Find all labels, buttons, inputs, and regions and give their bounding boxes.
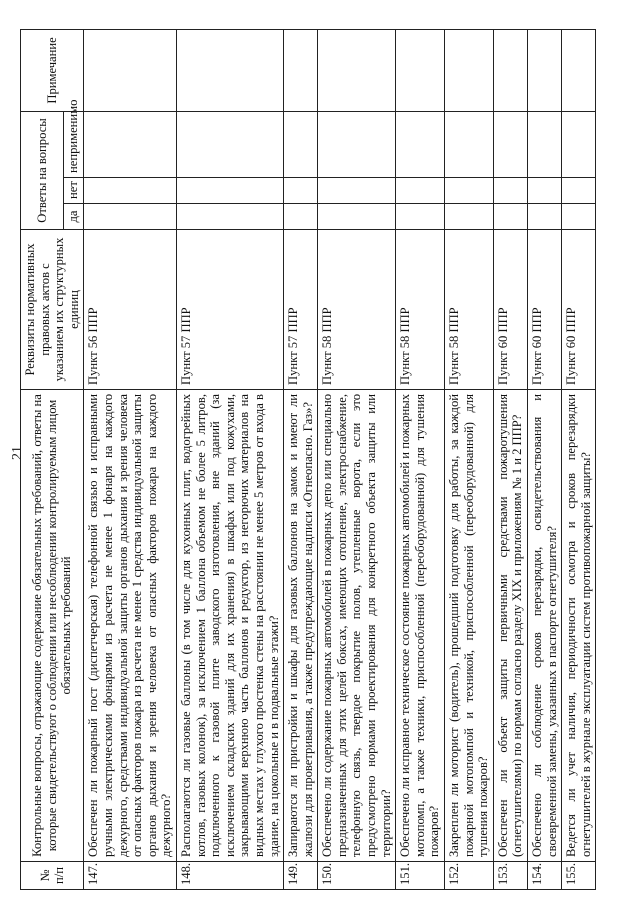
answer-no-cell (562, 178, 596, 204)
answer-na-cell (284, 111, 318, 177)
note-cell (284, 29, 318, 111)
row-question: Обеспечен ли пожарный пост (диспетчерская) телефонной связью и исправными ручными электрическими фонарями из расчета не менее 1 фонаря на каждого дежурного, средствами индивидуальной защиты органов дыхания и зрения человека от опасных факторов пожара из расчета не менее 1 средства индивидуальной защиты органов дыхания и зрения человека от опасных факторов пожара на каждого дежурного? (84, 390, 177, 862)
row-question: Обеспечен ли объект защиты первичными средствами пожаротушения (огнетушителями) по нормам согласно разделу XIX и приложениям № 1 и 2 ППР? (493, 390, 527, 862)
row-number: 147. (84, 862, 177, 890)
header-answers: Ответы на вопросы (21, 111, 64, 229)
row-question: Закреплен ли моторист (водитель), прошедший подготовку для работы, за каждой пожарной мотопомпой и техникой, приспособленной (переоборудованной) для тушения пожаров? (445, 390, 494, 862)
header-note: Примечание (21, 29, 84, 111)
table-row (176, 29, 283, 889)
table-row (445, 29, 494, 889)
checklist-table (20, 29, 596, 890)
row-reference: Пункт 58 ППР (318, 230, 396, 390)
row-question: Обеспечено ли соблюдение сроков перезарядки, освидетельствования и своевременной замены, указанных в паспорте огнетушителя? (528, 390, 562, 862)
header-answer-yes: да (64, 204, 84, 230)
answer-na-cell (528, 111, 562, 177)
row-reference: Пункт 57 ППР (176, 230, 283, 390)
answer-yes-cell (445, 204, 494, 230)
answer-no-cell (318, 178, 396, 204)
header-question: Контрольные вопросы, отражающие содержание обязательных требований, ответы на которые свидетельствуют о соблюдении или несоблюдении контролируемым лицом обязательных требований (21, 390, 84, 862)
answer-na-cell (318, 111, 396, 177)
answer-na-cell (493, 111, 527, 177)
header-answer-no: нет (64, 178, 84, 204)
row-question: Обеспечено ли содержание пожарных автомобилей в пожарных депо или специально предназначенных для этих целей боксах, имеющих отопление, электроснабжение, телефонную связь, твердое покрытие полов, утепленные ворота, если это предусмотрено нормами проектирования для конкретного объекта защиты или территории? (318, 390, 396, 862)
answer-no-cell (176, 178, 283, 204)
row-reference: Пункт 60 ППР (562, 230, 596, 390)
answer-no-cell (493, 178, 527, 204)
row-question: Располагаются ли газовые баллоны (в том числе для кухонных плит, водогрейных котлов, газовых колонок), за исключением 1 баллона объемом не более 5 литров, подключенного к газовой плите заводского изготовления, вне зданий (за исключением складских зданий для их хранения) в шкафах или под кожухами, закрывающими верхнюю часть баллонов и редуктор, из негорючих материалов на видных местах у глухого простенка стены на расстоянии не менее 5 метров от входа в здание, на цокольные и в подвальные этажи? (176, 390, 283, 862)
row-reference: Пункт 58 ППР (445, 230, 494, 390)
answer-yes-cell (562, 204, 596, 230)
row-number: 155. (562, 862, 596, 890)
note-cell (176, 29, 283, 111)
answer-yes-cell (493, 204, 527, 230)
note-cell (84, 29, 177, 111)
answer-yes-cell (284, 204, 318, 230)
note-cell (493, 29, 527, 111)
page-number: 21 (10, 446, 25, 460)
row-reference: Пункт 57 ППР (284, 230, 318, 390)
table-row (562, 29, 596, 889)
row-number: 150. (318, 862, 396, 890)
rotated-page-content (20, 30, 620, 890)
table-row (528, 29, 562, 889)
table-row (84, 29, 177, 889)
answer-yes-cell (318, 204, 396, 230)
note-cell (445, 29, 494, 111)
row-question: Ведется ли учет наличия, периодичности осмотра и сроков перезарядки огнетушителей в журнале эксплуатации систем противопожарной защиты? (562, 390, 596, 862)
answer-yes-cell (84, 204, 177, 230)
answer-na-cell (445, 111, 494, 177)
answer-no-cell (528, 178, 562, 204)
header-requisites: Реквизиты нормативных правовых актов с указанием их структурных единиц (21, 230, 84, 390)
note-cell (528, 29, 562, 111)
answer-na-cell (396, 111, 445, 177)
answer-na-cell (84, 111, 177, 177)
header-answer-na: неприменимо (64, 111, 84, 177)
row-number: 149. (284, 862, 318, 890)
table-row (318, 29, 396, 889)
answer-na-cell (176, 111, 283, 177)
answer-no-cell (445, 178, 494, 204)
row-reference: Пункт 58 ППР (396, 230, 445, 390)
header-number: № п/п (21, 862, 84, 890)
answer-no-cell (84, 178, 177, 204)
note-cell (318, 29, 396, 111)
row-question: Обеспечено ли исправное техническое состояние пожарных автомобилей и пожарных мотопомп, а также техники, приспособленной (переоборудованной) для тушения пожаров? (396, 390, 445, 862)
row-reference: Пункт 56 ППР (84, 230, 177, 390)
answer-no-cell (396, 178, 445, 204)
row-number: 153. (493, 862, 527, 890)
row-number: 152. (445, 862, 494, 890)
table-row (396, 29, 445, 889)
note-cell (562, 29, 596, 111)
answer-yes-cell (396, 204, 445, 230)
table-row (493, 29, 527, 889)
row-reference: Пункт 60 ППР (528, 230, 562, 390)
answer-yes-cell (176, 204, 283, 230)
note-cell (396, 29, 445, 111)
table-row (284, 29, 318, 889)
row-question: Запираются ли пристройки и шкафы для газовых баллонов на замок и имеют ли жалюзи для проветривания, а также предупреждающие надписи «Огнеопасно. Газ»? (284, 390, 318, 862)
row-number: 148. (176, 862, 283, 890)
answer-yes-cell (528, 204, 562, 230)
row-number: 151. (396, 862, 445, 890)
row-number: 154. (528, 862, 562, 890)
row-reference: Пункт 60 ППР (493, 230, 527, 390)
answer-no-cell (284, 178, 318, 204)
answer-na-cell (562, 111, 596, 177)
